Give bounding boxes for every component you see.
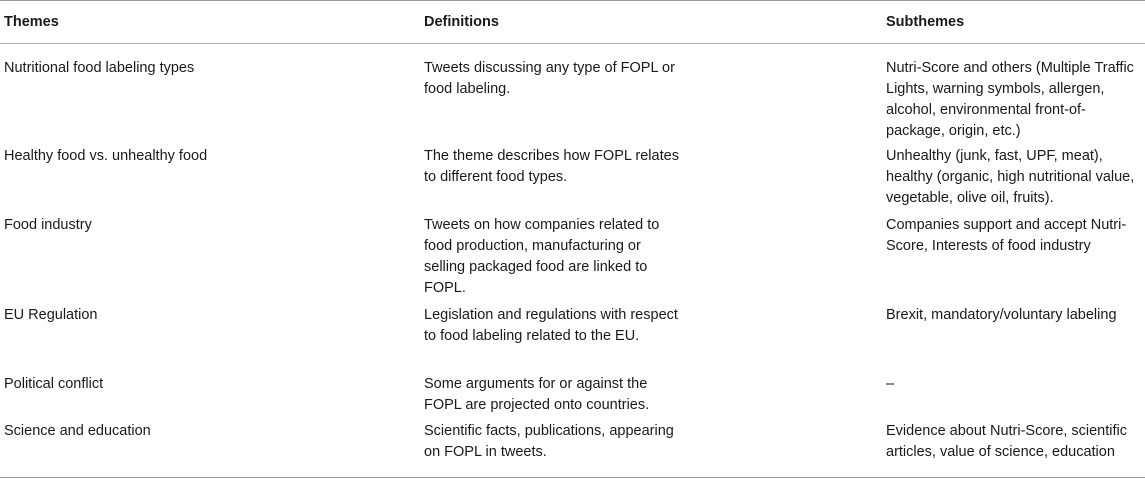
subthemes-cell bbox=[883, 301, 1145, 370]
theme-text: Food industry bbox=[4, 217, 92, 233]
theme-text: Science and education bbox=[4, 423, 151, 439]
subthemes-cell bbox=[883, 211, 1145, 301]
theme-cell bbox=[0, 417, 421, 478]
definition-text: Legislation and regulations with respect to food labeling related to the EU. bbox=[424, 307, 678, 344]
theme-text: EU Regulation bbox=[4, 307, 98, 323]
table-body bbox=[0, 44, 1145, 478]
definition-cell bbox=[421, 44, 883, 143]
table-row bbox=[0, 211, 1145, 301]
subthemes-text: Unhealthy (junk, fast, UPF, meat), healthy (organic, high nutritional value, vegetable, olive oil, fruits). bbox=[886, 148, 1135, 206]
subthemes-cell bbox=[883, 417, 1145, 478]
table-row bbox=[0, 142, 1145, 211]
definition-cell bbox=[421, 417, 883, 478]
table-row bbox=[0, 301, 1145, 370]
subthemes-text: Evidence about Nutri-Score, scientific articles, value of science, education bbox=[886, 423, 1127, 460]
definition-cell bbox=[421, 370, 883, 417]
subthemes-text: Brexit, mandatory/voluntary labeling bbox=[886, 307, 1117, 323]
theme-text: Nutritional food labeling types bbox=[4, 60, 195, 76]
header-definitions: Definitions bbox=[424, 13, 499, 30]
definition-text: Tweets on how companies related to food production, manufacturing or selling packaged food are linked to FOPL. bbox=[424, 217, 660, 296]
theme-text: Healthy food vs. unhealthy food bbox=[4, 148, 208, 164]
theme-text: Political conflict bbox=[4, 376, 104, 392]
subthemes-cell bbox=[883, 44, 1145, 143]
definition-text: Tweets discussing any type of FOPL or food labeling. bbox=[424, 60, 675, 97]
header-row bbox=[0, 1, 1145, 44]
theme-cell bbox=[0, 142, 421, 211]
theme-cell bbox=[0, 301, 421, 370]
table-row bbox=[0, 417, 1145, 478]
definition-text: The theme describes how FOPL relates to different food types. bbox=[424, 148, 679, 185]
table-row bbox=[0, 44, 1145, 143]
theme-cell bbox=[0, 211, 421, 301]
table-header bbox=[0, 1, 1145, 44]
subthemes-text: – bbox=[886, 376, 895, 392]
subthemes-cell bbox=[883, 142, 1145, 211]
theme-cell bbox=[0, 370, 421, 417]
definition-text: Some arguments for or against the FOPL are projected onto countries. bbox=[424, 376, 650, 413]
definition-text: Scientific facts, publications, appearing on FOPL in tweets. bbox=[424, 423, 674, 460]
subthemes-text: Nutri-Score and others (Multiple Traffic Lights, warning symbols, allergen, alcohol, environmental front-of-package, origin, etc.) bbox=[886, 60, 1134, 139]
table-row bbox=[0, 370, 1145, 417]
header-subthemes: Subthemes bbox=[886, 13, 965, 30]
definition-cell bbox=[421, 211, 883, 301]
subthemes-cell bbox=[883, 370, 1145, 417]
subthemes-text: Companies support and accept Nutri-Score, Interests of food industry bbox=[886, 217, 1127, 254]
header-themes: Themes bbox=[4, 13, 59, 30]
definition-cell bbox=[421, 142, 883, 211]
definition-cell bbox=[421, 301, 883, 370]
theme-cell bbox=[0, 44, 421, 143]
